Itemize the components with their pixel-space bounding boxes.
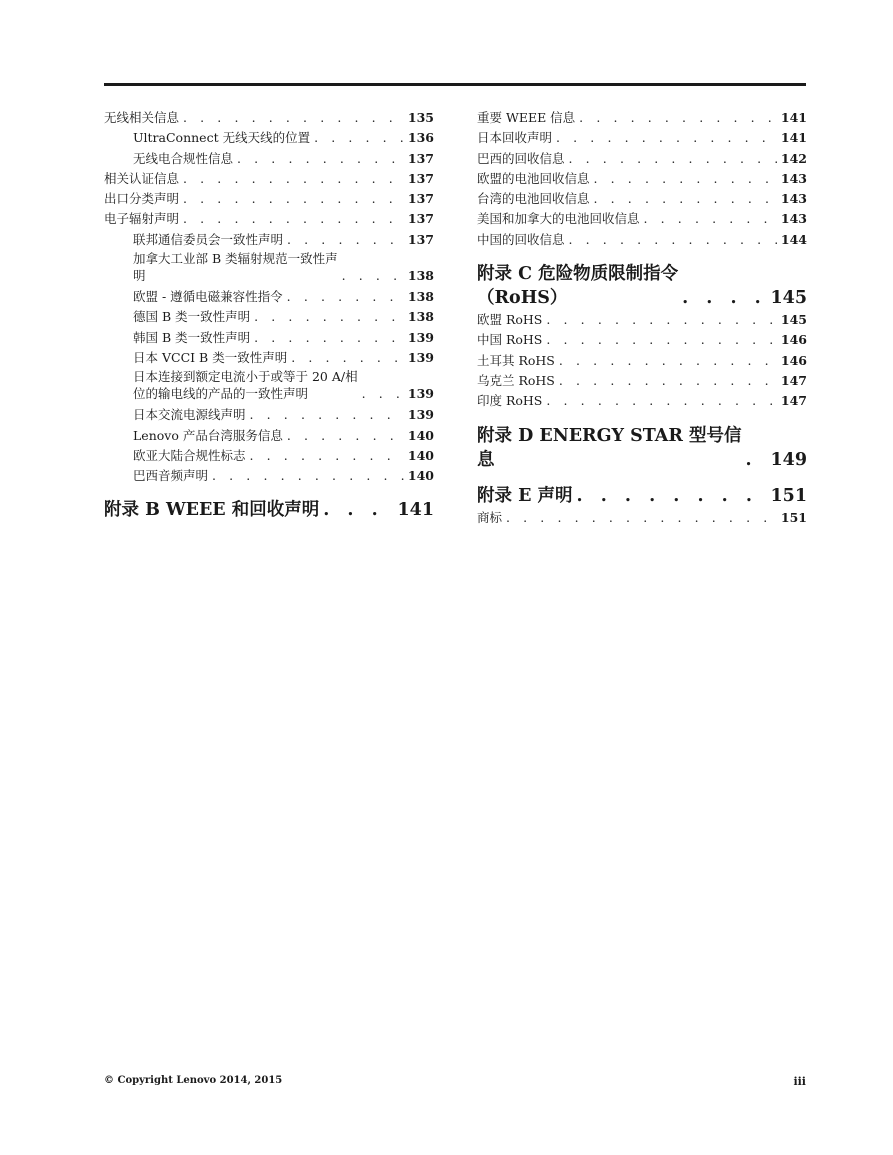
toc-entry[interactable]: 巴西的回收信息 . . . 142	[477, 149, 807, 169]
toc-entry[interactable]: 相关认证信息 . . . 137	[104, 169, 434, 189]
toc-right-column	[477, 108, 807, 528]
toc-entry[interactable]: 印度 RoHS . . . 147	[477, 391, 807, 411]
toc-entry[interactable]: 无线电合规性信息 . . . 137	[104, 149, 434, 169]
toc-entry[interactable]: 日本 VCCI B 类一致性声明 . . . 139	[104, 348, 434, 368]
toc-entry[interactable]: 欧盟的电池回收信息 . . . 143	[477, 169, 807, 189]
toc-entry[interactable]: 欧亚大陆合规性标志 . . . 140	[104, 446, 434, 466]
toc-entry[interactable]: 出口分类声明 . . . 137	[104, 189, 434, 209]
toc-entry[interactable]: 土耳其 RoHS . . . 146	[477, 351, 807, 371]
toc-entry[interactable]: 电子辐射声明 . . . 137	[104, 209, 434, 229]
toc-entry[interactable]: 巴西音频声明 . . . 140	[104, 466, 434, 486]
toc-entry[interactable]: 重要 WEEE 信息 . . . 141	[477, 108, 807, 128]
copyright-notice: © Copyright Lenovo 2014, 2015	[104, 1075, 283, 1086]
toc-heading-appendix-c[interactable]: 附录 C 危险物质限制指令 （RoHS） . . . 145	[477, 262, 807, 310]
toc-entry[interactable]: 欧盟 - 遵循电磁兼容性指令 . . . 138	[104, 287, 434, 307]
toc-entry[interactable]: 韩国 B 类一致性声明 . . . 139	[104, 328, 434, 348]
toc-entry[interactable]: 日本连接到额定电流小于或等于 20 A/相 位的输电线的产品的一致性声明 . . . 139	[104, 368, 434, 402]
toc-entry[interactable]: UltraConnect 无线天线的位置 . . . 136	[104, 128, 434, 148]
toc-entry[interactable]: 联邦通信委员会一致性声明 . . . 137	[104, 230, 434, 250]
toc-left-column	[104, 108, 434, 522]
toc-entry[interactable]: 美国和加拿大的电池回收信息 . . . 143	[477, 209, 807, 229]
toc-heading-appendix-d[interactable]: 附录 D ENERGY STAR 型号信 息 . . . 149	[477, 424, 807, 472]
toc-entry[interactable]: Lenovo 产品台湾服务信息 . . . 140	[104, 426, 434, 446]
toc-entry[interactable]: 欧盟 RoHS . . . 145	[477, 310, 807, 330]
toc-entry[interactable]: 商标 . . . 151	[477, 508, 807, 528]
toc-heading-appendix-b[interactable]: 附录 B WEEE 和回收声明 . . . 141	[104, 498, 434, 522]
toc-entry[interactable]: 无线相关信息 . . . 135	[104, 108, 434, 128]
toc-entry[interactable]: 加拿大工业部 B 类辐射规范一致性声 明 . . . 138	[104, 250, 434, 284]
toc-heading-appendix-e[interactable]: 附录 E 声明 . . . 151	[477, 484, 807, 508]
toc-entry[interactable]: 日本回收声明 . . . 141	[477, 128, 807, 148]
header-rule	[104, 83, 806, 86]
toc-entry[interactable]: 中国 RoHS . . . 146	[477, 330, 807, 350]
toc-entry[interactable]: 中国的回收信息 . . . 144	[477, 230, 807, 250]
toc-entry[interactable]: 德国 B 类一致性声明 . . . 138	[104, 307, 434, 327]
page-number: iii	[793, 1075, 806, 1088]
toc-entry[interactable]: 台湾的电池回收信息 . . . 143	[477, 189, 807, 209]
toc-entry[interactable]: 乌克兰 RoHS . . . 147	[477, 371, 807, 391]
toc-entry[interactable]: 日本交流电源线声明 . . . 139	[104, 405, 434, 425]
